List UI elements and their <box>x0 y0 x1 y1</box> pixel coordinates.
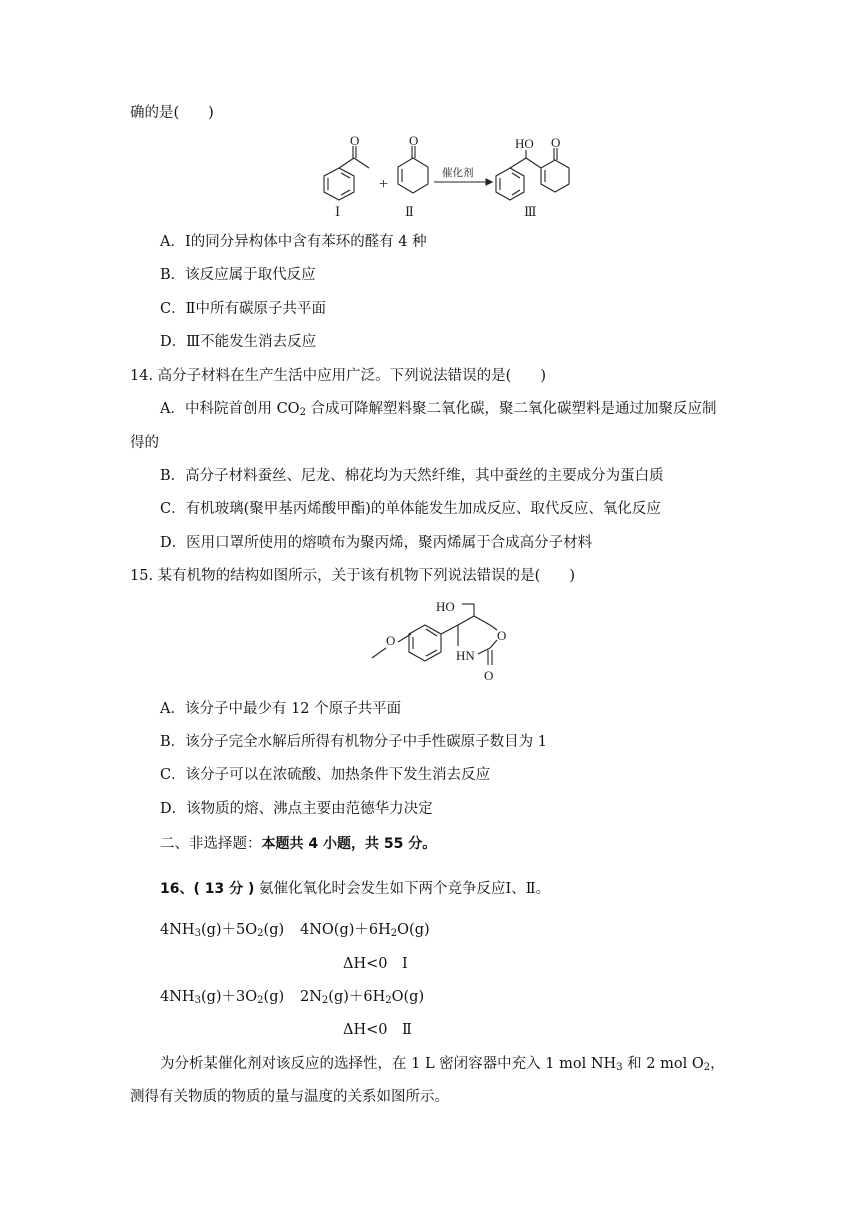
compound-I-structure <box>324 146 369 200</box>
q13-option-d: D．Ⅲ不能发生消去反应 <box>160 334 317 350</box>
q14-option-c: C．有机玻璃(聚甲基丙烯酸甲酯)的单体能发生加成反应、取代反应、氧化反应 <box>160 501 661 517</box>
q14-option-d: D．医用口罩所使用的熔喷布为聚丙烯，聚丙烯属于合成高分子材料 <box>160 535 593 551</box>
q14-option-a: A．中科院首创用 $CO_2$ 合成可降解塑料聚二氧化碳，聚二氧化碳塑料是通过加聚反应制 <box>160 401 717 418</box>
section-2-heading: 二、非选择题：本题共 4 小题，共 55 分。 <box>160 836 437 852</box>
equation-2-lhs: $4NH_3(g)+3O_2(g)$ <box>160 989 285 1006</box>
q16-paragraph-1: 为分析某催化剂对该反应的选择性，在 1 L 密闭容器中充入 1 mol $NH_3$ 和 2 mol $O_2$， <box>160 1056 725 1073</box>
q15-option-b: B．该分子完全水解后所得有机物分子中手性碳原子数目为 1 <box>160 734 547 750</box>
q15-amine: HN <box>456 648 475 663</box>
q14-option-b: B．高分子材料蚕丝、尼龙、棉花均为天然纤维，其中蚕丝的主要成分为蛋白质 <box>160 468 664 484</box>
q15-option-c: C．该分子可以在浓硫酸、加热条件下发生消去反应 <box>160 767 491 783</box>
q15-stem: 15. 某有机物的结构如图所示，关于该有机物下列说法错误的是( ) <box>130 568 575 584</box>
q16-stem: 16、( 13 分 ) 氨催化氧化时会发生如下两个竞争反应Ⅰ、Ⅱ。 <box>160 881 551 897</box>
equation-2-enthalpy: ΔH<0 Ⅱ <box>343 1022 412 1038</box>
q15-option-a: A．该分子中最少有 12 个原子共平面 <box>160 701 402 717</box>
compound-III-hydroxyl: HO <box>515 136 534 151</box>
plus-sign: + <box>379 176 389 193</box>
q14-option-a-continued: 得的 <box>130 435 159 451</box>
q13-stem-tail: 确的是( ) <box>130 105 214 121</box>
q15-hydroxyl: HO <box>436 599 455 614</box>
equation-2-rhs: $2N_2(g)+6H_2O(g)$ <box>300 989 425 1006</box>
compound-II-oxygen: O <box>409 133 419 148</box>
q15-structure <box>372 604 497 665</box>
compound-I-oxygen: O <box>350 133 360 148</box>
q15-option-d: D．该物质的熔、沸点主要由范德华力决定 <box>160 801 433 817</box>
q15-carbonyl-oxygen: O <box>484 668 494 683</box>
q14-stem: 14. 高分子材料在生产生活中应用广泛。下列说法错误的是( ) <box>130 368 546 384</box>
compound-I-label: Ⅰ <box>335 204 341 219</box>
compound-III-label: Ⅲ <box>524 204 537 219</box>
q15-ether-oxygen: O <box>386 633 396 648</box>
compound-II-label: Ⅱ <box>405 204 414 219</box>
equation-1-rhs: $4NO(g)+6H_2O(g)$ <box>300 922 430 939</box>
equation-1-enthalpy: ΔH<0 Ⅰ <box>343 956 408 972</box>
compound-III-structure <box>496 148 569 200</box>
compound-II-structure <box>398 146 428 193</box>
compound-III-oxygen: O <box>551 135 561 150</box>
catalyst-label: 催化剂 <box>442 167 474 179</box>
reaction-arrow <box>434 179 492 185</box>
q13-option-b: B．该反应属于取代反应 <box>160 267 316 283</box>
q13-option-a: A．Ⅰ的同分异构体中含有苯环的醛有 4 种 <box>160 234 427 250</box>
q16-paragraph-2: 测得有关物质的物质的量与温度的关系如图所示。 <box>130 1089 449 1105</box>
q13-option-c: C．Ⅱ中所有碳原子共平面 <box>160 301 326 317</box>
equation-1-lhs: $4NH_3(g)+5O_2(g)$ <box>160 922 285 939</box>
q15-ring-oxygen: O <box>497 628 507 643</box>
